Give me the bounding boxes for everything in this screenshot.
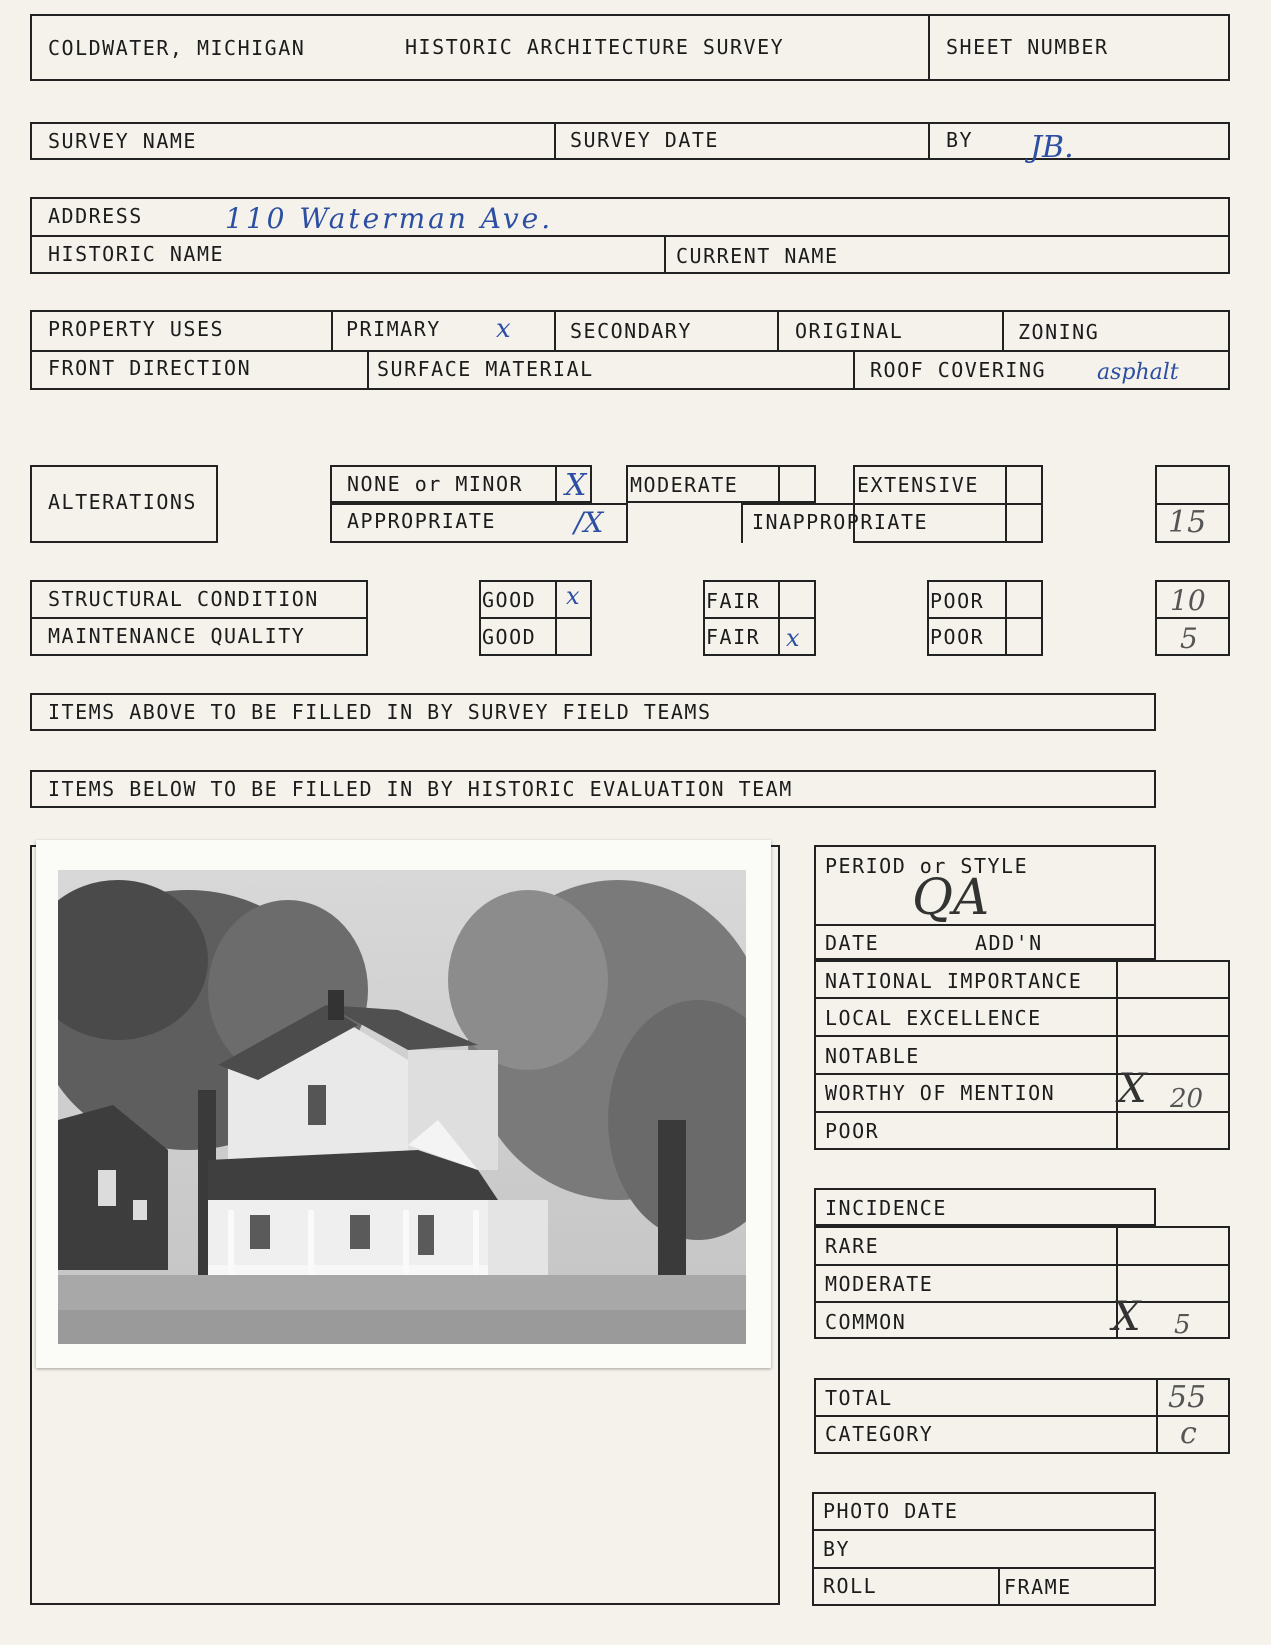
worthy-mark: X <box>1118 1066 1147 1112</box>
maintenance-fair-mark: x <box>786 624 800 652</box>
alterations-label: ALTERATIONS <box>48 490 197 514</box>
structural-good-mark: x <box>566 582 580 610</box>
roof-covering-value: asphalt <box>1097 360 1179 385</box>
inappropriate-label: INAPPROPRIATE <box>752 510 929 534</box>
alterations-score: 15 <box>1168 505 1207 540</box>
rare-label: RARE <box>825 1234 880 1258</box>
primary-label: PRIMARY <box>346 317 441 341</box>
sheet-number-label: SHEET NUMBER <box>946 35 1109 59</box>
photo-date-label: PHOTO DATE <box>823 1499 959 1523</box>
roll-label: ROLL <box>823 1574 878 1598</box>
appropriate-mark: /X <box>574 506 604 539</box>
original-label: ORIGINAL <box>795 319 904 343</box>
roof-covering-label: ROOF COVERING <box>870 358 1047 382</box>
maintenance-quality-label: MAINTENANCE QUALITY <box>48 624 306 648</box>
none-minor-mark: X <box>565 468 587 503</box>
house-illustration <box>58 870 746 1344</box>
current-name-label: CURRENT NAME <box>676 244 839 268</box>
common-mark: X <box>1112 1294 1141 1340</box>
secondary-label: SECONDARY <box>570 319 692 343</box>
category-value: c <box>1180 1416 1197 1451</box>
structural-good-label: GOOD <box>482 588 537 612</box>
worthy-label: WORTHY OF MENTION <box>825 1081 1056 1105</box>
photo-mount <box>36 840 771 1368</box>
front-direction-label: FRONT DIRECTION <box>48 356 252 380</box>
house-photo <box>58 870 746 1344</box>
survey-name-label: SURVEY NAME <box>48 129 197 153</box>
incidence-label: INCIDENCE <box>825 1196 947 1220</box>
zoning-label: ZONING <box>1018 320 1100 344</box>
common-label: COMMON <box>825 1310 907 1334</box>
appropriate-label: APPROPRIATE <box>347 509 496 533</box>
photo-by-label: BY <box>823 1537 851 1561</box>
historic-name-label: HISTORIC NAME <box>48 242 225 266</box>
date-label: DATE <box>825 931 880 955</box>
address-label: ADDRESS <box>48 204 143 228</box>
category-label: CATEGORY <box>825 1422 934 1446</box>
header-title: HISTORIC ARCHITECTURE SURVEY <box>405 35 785 59</box>
surface-material-label: SURFACE MATERIAL <box>377 357 594 381</box>
survey-by-value: JB. <box>1030 130 1074 165</box>
total-label: TOTAL <box>825 1386 893 1410</box>
addn-label: ADD'N <box>975 931 1043 955</box>
primary-mark: x <box>496 314 511 344</box>
maintenance-score: 5 <box>1180 622 1198 655</box>
evaluation-team-note: ITEMS BELOW TO BE FILLED IN BY HISTORIC EVALUATION TEAM <box>48 777 793 801</box>
field-teams-note: ITEMS ABOVE TO BE FILLED IN BY SURVEY FIELD TEAMS <box>48 700 712 724</box>
alt-moderate-label: MODERATE <box>630 473 739 497</box>
none-minor-label: NONE or MINOR <box>347 472 524 496</box>
structural-condition-label: STRUCTURAL CONDITION <box>48 587 319 611</box>
maintenance-poor-label: POOR <box>930 625 985 649</box>
structural-score: 10 <box>1170 584 1206 617</box>
notable-label: NOTABLE <box>825 1044 920 1068</box>
period-style-label: PERIOD or STYLE <box>825 854 1029 878</box>
survey-date-label: SURVEY DATE <box>570 128 719 152</box>
worthy-score: 20 <box>1170 1084 1204 1114</box>
header-city: COLDWATER, MICHIGAN <box>48 36 306 60</box>
period-style-value: QA <box>912 868 990 926</box>
inc-moderate-label: MODERATE <box>825 1272 934 1296</box>
structural-fair-label: FAIR <box>706 589 761 613</box>
structural-poor-label: POOR <box>930 589 985 613</box>
eval-poor-label: POOR <box>825 1119 880 1143</box>
survey-by-label: BY <box>946 128 974 152</box>
maintenance-fair-label: FAIR <box>706 625 761 649</box>
maintenance-good-label: GOOD <box>482 625 537 649</box>
frame-label: FRAME <box>1004 1575 1072 1599</box>
common-score: 5 <box>1174 1310 1191 1340</box>
address-value: 110 Waterman Ave. <box>225 202 554 235</box>
total-value: 55 <box>1168 1380 1207 1415</box>
extensive-label: EXTENSIVE <box>857 473 979 497</box>
property-uses-label: PROPERTY USES <box>48 317 225 341</box>
local-excellence-label: LOCAL EXCELLENCE <box>825 1006 1042 1030</box>
national-importance-label: NATIONAL IMPORTANCE <box>825 969 1083 993</box>
